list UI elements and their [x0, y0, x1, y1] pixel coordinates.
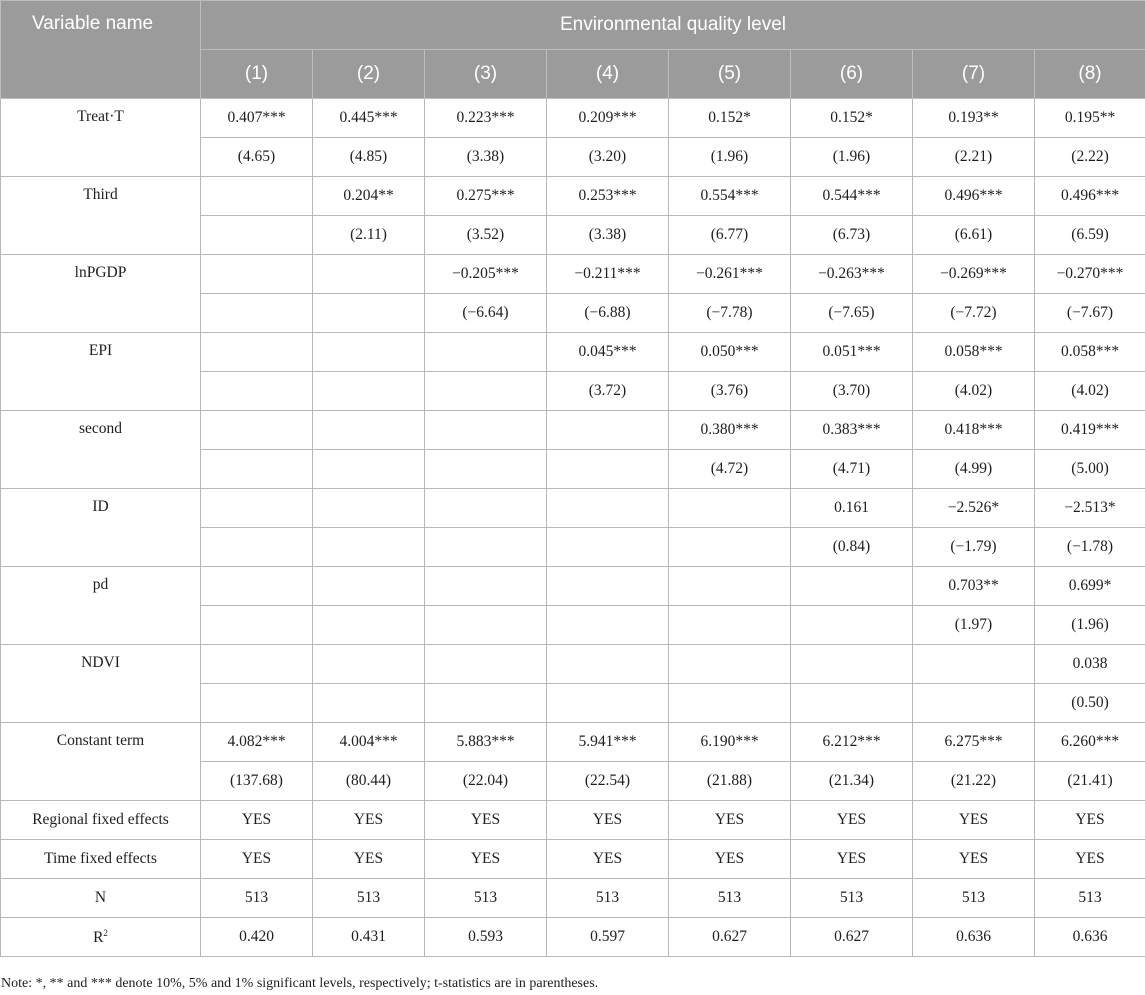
- coef-cell: 0.038: [1035, 645, 1145, 684]
- coef-cell: [791, 567, 913, 606]
- summary-cell: 513: [547, 879, 669, 918]
- coef-cell: [791, 645, 913, 684]
- tstat-cell: (2.21): [913, 138, 1035, 177]
- tstat-cell: (1.96): [669, 138, 791, 177]
- coef-cell: [547, 489, 669, 528]
- coef-cell: 0.050***: [669, 333, 791, 372]
- summary-label: N: [1, 879, 201, 918]
- tstat-cell: (−7.78): [669, 294, 791, 333]
- tstat-cell: [425, 684, 547, 723]
- r-squared-cell: 0.627: [669, 918, 791, 957]
- column-header-7: (7): [913, 50, 1035, 99]
- tstat-cell: [791, 606, 913, 645]
- tstat-cell: [425, 450, 547, 489]
- summary-cell: 513: [913, 879, 1035, 918]
- column-header-6: (6): [791, 50, 913, 99]
- coef-cell: 6.275***: [913, 723, 1035, 762]
- variable-label: EPI: [1, 333, 201, 411]
- coef-cell: 0.419***: [1035, 411, 1145, 450]
- coef-cell: [425, 489, 547, 528]
- coef-cell: 0.161: [791, 489, 913, 528]
- summary-cell: 513: [201, 879, 313, 918]
- summary-cell: YES: [313, 840, 425, 879]
- coef-cell: [313, 489, 425, 528]
- tstat-cell: [791, 684, 913, 723]
- tstat-cell: (4.71): [791, 450, 913, 489]
- tstat-cell: [669, 606, 791, 645]
- r-squared-cell: 0.597: [547, 918, 669, 957]
- coef-cell: −0.211***: [547, 255, 669, 294]
- tstat-cell: [425, 528, 547, 567]
- coef-cell: 0.045***: [547, 333, 669, 372]
- tstat-cell: [201, 294, 313, 333]
- summary-cell: YES: [791, 801, 913, 840]
- coef-cell: 4.004***: [313, 723, 425, 762]
- coef-cell: 0.496***: [913, 177, 1035, 216]
- coef-cell: 0.058***: [1035, 333, 1145, 372]
- summary-cell: YES: [425, 801, 547, 840]
- r-squared-cell: 0.627: [791, 918, 913, 957]
- summary-cell: 513: [1035, 879, 1145, 918]
- coef-cell: 0.703**: [913, 567, 1035, 606]
- coef-cell: 0.544***: [791, 177, 913, 216]
- column-header-2: (2): [313, 50, 425, 99]
- coef-row: [1, 567, 1145, 606]
- coef-cell: [547, 411, 669, 450]
- coef-cell: [313, 255, 425, 294]
- coef-cell: [425, 333, 547, 372]
- coef-cell: 0.383***: [791, 411, 913, 450]
- variable-label: Third: [1, 177, 201, 255]
- summary-cell: YES: [1035, 840, 1145, 879]
- tstat-cell: (3.70): [791, 372, 913, 411]
- tstat-cell: [201, 528, 313, 567]
- table-note: Note: *, ** and *** denote 10%, 5% and 1% significant levels, respectively; t-statistics are in parentheses.: [1, 976, 599, 991]
- r-squared-cell: 0.636: [1035, 918, 1145, 957]
- variable-label: Constant term: [1, 723, 201, 801]
- tstat-cell: (21.88): [669, 762, 791, 801]
- table-header: [1, 1, 1145, 99]
- coef-cell: [913, 645, 1035, 684]
- tstat-cell: (−6.64): [425, 294, 547, 333]
- coef-cell: 5.941***: [547, 723, 669, 762]
- coef-cell: 6.212***: [791, 723, 913, 762]
- summary-cell: YES: [913, 801, 1035, 840]
- tstat-cell: (−1.78): [1035, 528, 1145, 567]
- tstat-cell: (6.73): [791, 216, 913, 255]
- coef-cell: [201, 645, 313, 684]
- column-header-8: (8): [1035, 50, 1145, 99]
- tstat-cell: (6.59): [1035, 216, 1145, 255]
- tstat-cell: (6.61): [913, 216, 1035, 255]
- r-squared-cell: 0.420: [201, 918, 313, 957]
- coef-cell: 0.445***: [313, 99, 425, 138]
- tstat-cell: (0.50): [1035, 684, 1145, 723]
- coef-cell: [547, 567, 669, 606]
- summary-cell: 513: [425, 879, 547, 918]
- tstat-cell: [425, 372, 547, 411]
- coef-row: [1, 255, 1145, 294]
- tstat-cell: [547, 450, 669, 489]
- tstat-cell: (4.02): [913, 372, 1035, 411]
- summary-cell: 513: [791, 879, 913, 918]
- coef-cell: [201, 177, 313, 216]
- summary-row: [1, 879, 1145, 918]
- coef-cell: 0.051***: [791, 333, 913, 372]
- column-header-1: (1): [201, 50, 313, 99]
- tstat-cell: (4.72): [669, 450, 791, 489]
- tstat-cell: (80.44): [313, 762, 425, 801]
- tstat-cell: [201, 216, 313, 255]
- summary-cell: YES: [913, 840, 1035, 879]
- coef-cell: 0.058***: [913, 333, 1035, 372]
- r-squared-label: [1, 918, 201, 957]
- coef-cell: [425, 567, 547, 606]
- r-squared-base: R: [93, 928, 104, 946]
- tstat-cell: [547, 606, 669, 645]
- variable-label: pd: [1, 567, 201, 645]
- coef-cell: −2.526*: [913, 489, 1035, 528]
- tstat-cell: (0.84): [791, 528, 913, 567]
- tstat-cell: (1.97): [913, 606, 1035, 645]
- tstat-cell: [547, 684, 669, 723]
- summary-cell: YES: [547, 801, 669, 840]
- summary-cell: YES: [669, 801, 791, 840]
- coef-cell: [201, 411, 313, 450]
- coef-cell: 6.190***: [669, 723, 791, 762]
- coef-cell: [201, 567, 313, 606]
- tstat-cell: (4.65): [201, 138, 313, 177]
- tstat-cell: [201, 684, 313, 723]
- tstat-cell: (3.76): [669, 372, 791, 411]
- coef-cell: 0.193**: [913, 99, 1035, 138]
- coef-row: [1, 645, 1145, 684]
- coef-cell: 5.883***: [425, 723, 547, 762]
- coef-cell: [201, 333, 313, 372]
- tstat-cell: (3.38): [425, 138, 547, 177]
- table-body: [1, 99, 1145, 957]
- coef-cell: [425, 645, 547, 684]
- tstat-cell: [313, 372, 425, 411]
- tstat-cell: (4.02): [1035, 372, 1145, 411]
- coef-cell: [313, 411, 425, 450]
- coef-cell: 0.418***: [913, 411, 1035, 450]
- tstat-cell: [669, 684, 791, 723]
- summary-cell: 513: [313, 879, 425, 918]
- tstat-cell: [201, 372, 313, 411]
- coef-cell: 0.407***: [201, 99, 313, 138]
- tstat-cell: (137.68): [201, 762, 313, 801]
- tstat-cell: (−6.88): [547, 294, 669, 333]
- tstat-cell: [425, 606, 547, 645]
- tstat-cell: (22.04): [425, 762, 547, 801]
- coef-cell: −0.261***: [669, 255, 791, 294]
- tstat-cell: (3.52): [425, 216, 547, 255]
- r-squared-cell: 0.593: [425, 918, 547, 957]
- variable-label: NDVI: [1, 645, 201, 723]
- tstat-cell: [913, 684, 1035, 723]
- summary-label: Regional fixed effects: [1, 801, 201, 840]
- coef-cell: −0.263***: [791, 255, 913, 294]
- coef-cell: 0.195**: [1035, 99, 1145, 138]
- coef-cell: [669, 645, 791, 684]
- coef-row: [1, 333, 1145, 372]
- tstat-cell: (−7.65): [791, 294, 913, 333]
- coef-cell: −0.270***: [1035, 255, 1145, 294]
- summary-cell: YES: [791, 840, 913, 879]
- coef-cell: −0.269***: [913, 255, 1035, 294]
- tstat-cell: (3.72): [547, 372, 669, 411]
- tstat-cell: (2.22): [1035, 138, 1145, 177]
- tstat-cell: [669, 528, 791, 567]
- coef-row: [1, 723, 1145, 762]
- column-header-5: (5): [669, 50, 791, 99]
- tstat-cell: (4.99): [913, 450, 1035, 489]
- coef-cell: [313, 645, 425, 684]
- coef-cell: 0.275***: [425, 177, 547, 216]
- summary-cell: YES: [313, 801, 425, 840]
- column-header-4: (4): [547, 50, 669, 99]
- tstat-cell: [313, 606, 425, 645]
- summary-cell: YES: [547, 840, 669, 879]
- coef-cell: 0.554***: [669, 177, 791, 216]
- variable-name-header: Variable name: [1, 1, 201, 99]
- coef-cell: 0.253***: [547, 177, 669, 216]
- coef-cell: 4.082***: [201, 723, 313, 762]
- tstat-cell: (6.77): [669, 216, 791, 255]
- coef-cell: −2.513*: [1035, 489, 1145, 528]
- coef-row: [1, 99, 1145, 138]
- summary-cell: YES: [201, 840, 313, 879]
- summary-cell: YES: [425, 840, 547, 879]
- tstat-cell: (4.85): [313, 138, 425, 177]
- tstat-cell: [313, 528, 425, 567]
- summary-row: [1, 840, 1145, 879]
- tstat-cell: (5.00): [1035, 450, 1145, 489]
- summary-cell: 513: [669, 879, 791, 918]
- coef-cell: 0.152*: [791, 99, 913, 138]
- summary-cell: YES: [669, 840, 791, 879]
- tstat-cell: (−1.79): [913, 528, 1035, 567]
- coef-cell: [425, 411, 547, 450]
- coef-cell: 0.209***: [547, 99, 669, 138]
- coef-row: [1, 411, 1145, 450]
- tstat-cell: (2.11): [313, 216, 425, 255]
- tstat-cell: [313, 450, 425, 489]
- r-squared-exponent: 2: [103, 927, 108, 938]
- coef-cell: [313, 333, 425, 372]
- tstat-cell: (21.34): [791, 762, 913, 801]
- tstat-cell: [201, 450, 313, 489]
- r-squared-cell: 0.431: [313, 918, 425, 957]
- tstat-cell: (3.20): [547, 138, 669, 177]
- r-squared-cell: 0.636: [913, 918, 1035, 957]
- coef-cell: 0.204**: [313, 177, 425, 216]
- tstat-cell: [547, 528, 669, 567]
- coef-cell: [669, 567, 791, 606]
- tstat-cell: (−7.67): [1035, 294, 1145, 333]
- tstat-cell: (21.41): [1035, 762, 1145, 801]
- tstat-cell: (1.96): [791, 138, 913, 177]
- variable-label: lnPGDP: [1, 255, 201, 333]
- r-squared-row: [1, 918, 1145, 957]
- summary-cell: YES: [201, 801, 313, 840]
- tstat-cell: (22.54): [547, 762, 669, 801]
- variable-label: Treat·T: [1, 99, 201, 177]
- tstat-cell: [313, 294, 425, 333]
- coef-cell: 0.699*: [1035, 567, 1145, 606]
- coef-cell: 0.380***: [669, 411, 791, 450]
- environmental-quality-header: Environmental quality level: [201, 1, 1145, 50]
- coef-row: [1, 177, 1145, 216]
- tstat-cell: [201, 606, 313, 645]
- tstat-cell: [313, 684, 425, 723]
- summary-row: [1, 801, 1145, 840]
- coef-cell: 6.260***: [1035, 723, 1145, 762]
- coef-cell: −0.205***: [425, 255, 547, 294]
- coef-cell: 0.223***: [425, 99, 547, 138]
- variable-label: second: [1, 411, 201, 489]
- tstat-cell: (1.96): [1035, 606, 1145, 645]
- coef-cell: [547, 645, 669, 684]
- tstat-cell: (21.22): [913, 762, 1035, 801]
- tstat-cell: (−7.72): [913, 294, 1035, 333]
- summary-label: Time fixed effects: [1, 840, 201, 879]
- coef-cell: [313, 567, 425, 606]
- coef-cell: [669, 489, 791, 528]
- variable-label: ID: [1, 489, 201, 567]
- coef-row: [1, 489, 1145, 528]
- coef-cell: [201, 489, 313, 528]
- coef-cell: 0.152*: [669, 99, 791, 138]
- coef-cell: 0.496***: [1035, 177, 1145, 216]
- column-header-3: (3): [425, 50, 547, 99]
- coef-cell: [201, 255, 313, 294]
- summary-cell: YES: [1035, 801, 1145, 840]
- tstat-cell: (3.38): [547, 216, 669, 255]
